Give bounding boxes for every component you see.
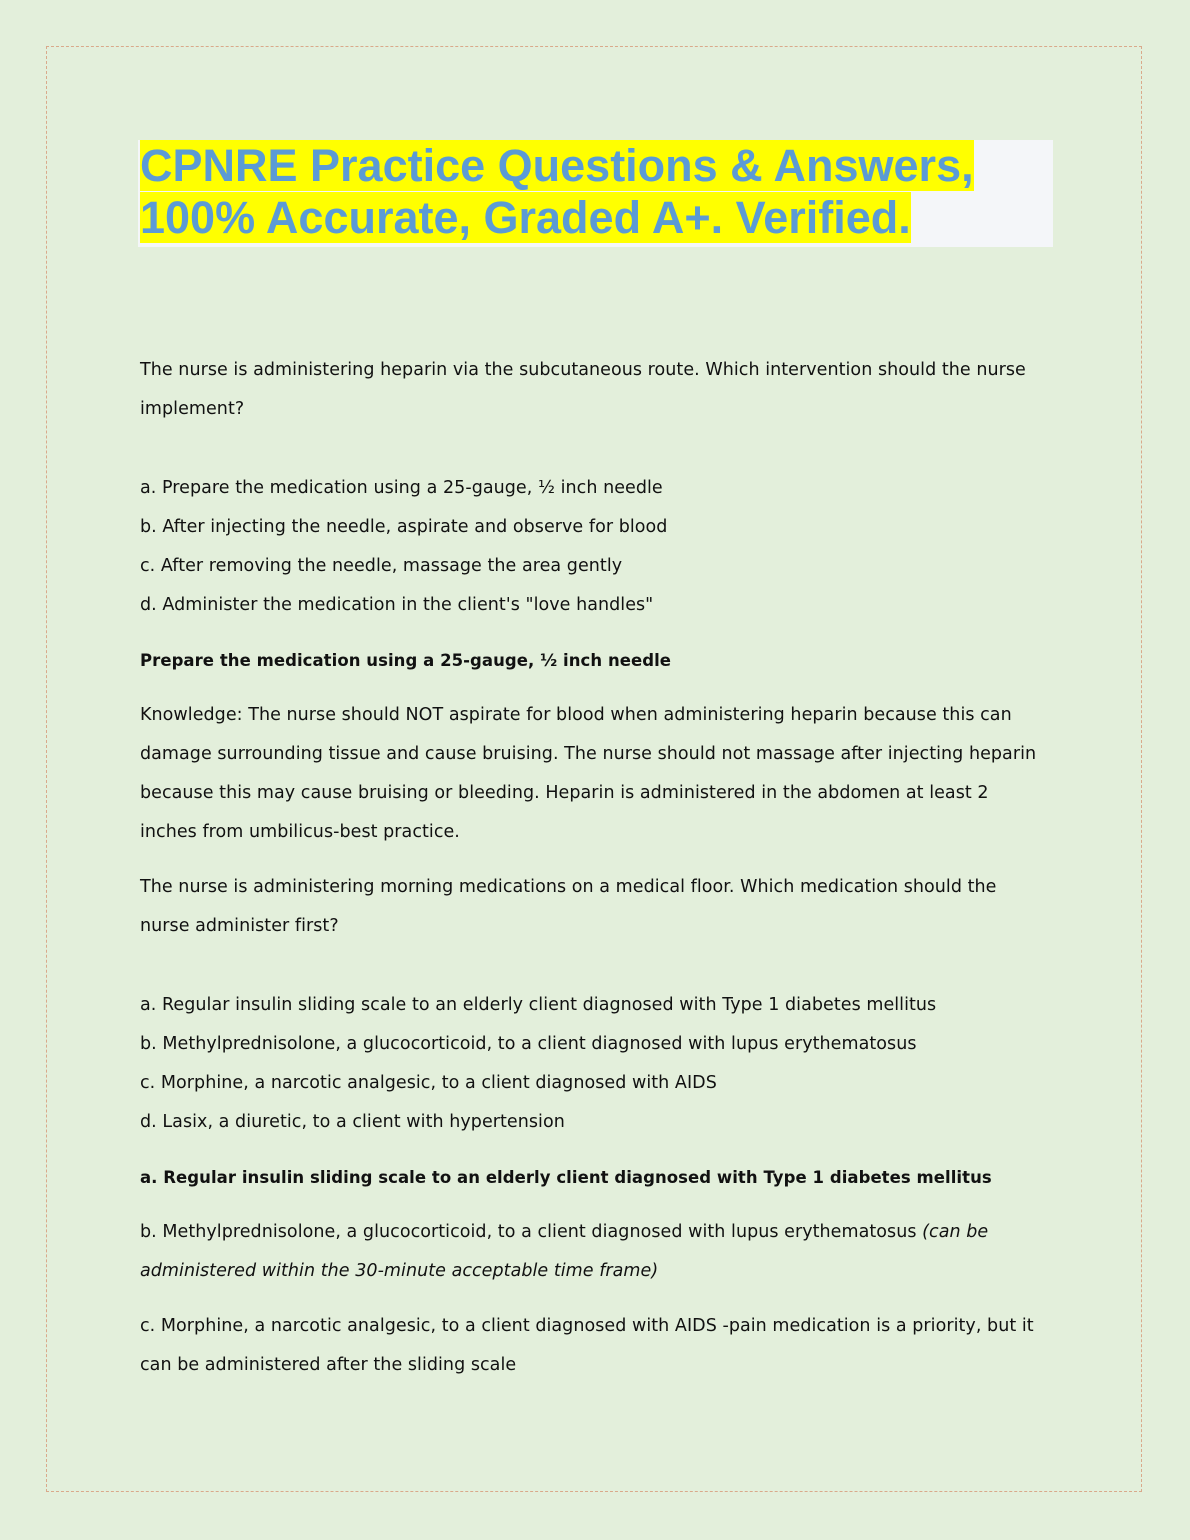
question-1-answer: Prepare the medication using a 25-gauge, ½ inch needle xyxy=(140,651,672,670)
question-1-rationale: Knowledge: The nurse should NOT aspirate for blood when administering heparin because this can damage surrounding tissue and cause bruising. The nurse should not massage after injecting heparin because this may cause bruising or bleeding. Heparin is administered in the abdomen at least 2 inches from umbilicus-best practice. xyxy=(140,705,1037,842)
question-1-option-a: a. Prepare the medication using a 25-gauge, ½ inch needle xyxy=(140,478,663,498)
question-2-option-d: d. Lasix, a diuretic, to a client with hypertension xyxy=(140,1112,565,1132)
question-1-option-d: d. Administer the medication in the client's "love handles" xyxy=(140,595,654,615)
title-line-2: 100% Accurate, Graded A+. Verified. xyxy=(140,192,911,243)
document-title xyxy=(140,140,1040,244)
question-2-option-c: c. Morphine, a narcotic analgesic, to a client diagnosed with AIDS xyxy=(140,1073,717,1093)
title-line-1: CPNRE Practice Questions & Answers, xyxy=(140,140,974,191)
question-2: The nurse is administering morning medications on a medical floor. Which medication should the nurse administer first? xyxy=(140,877,997,936)
question-2-option-a: a. Regular insulin sliding scale to an elderly client diagnosed with Type 1 diabetes mellitus xyxy=(140,995,937,1015)
question-1-option-b: b. After injecting the needle, aspirate and observe for blood xyxy=(140,517,668,537)
question-1-option-c: c. After removing the needle, massage the area gently xyxy=(140,556,623,576)
question-1: The nurse is administering heparin via the subcutaneous route. Which intervention should the nurse implement? xyxy=(140,360,1026,419)
question-2-answer: a. Regular insulin sliding scale to an elderly client diagnosed with Type 1 diabetes mellitus xyxy=(140,1168,992,1187)
question-2-option-b: b. Methylprednisolone, a glucocorticoid, to a client diagnosed with lupus erythematosus xyxy=(140,1034,917,1054)
question-2-explanation-c: c. Morphine, a narcotic analgesic, to a client diagnosed with AIDS -pain medication is a priority, but it can be administered after the sliding scale xyxy=(140,1316,1034,1375)
explanation-b-note: (can be administered within the 30-minute acceptable time frame) xyxy=(140,1222,989,1281)
explanation-b-text: b. Methylprednisolone, a glucocorticoid, to a client diagnosed with lupus erythematosus xyxy=(140,1222,923,1242)
question-2-explanation-b xyxy=(140,1213,1050,1291)
document-body xyxy=(140,351,1050,1385)
